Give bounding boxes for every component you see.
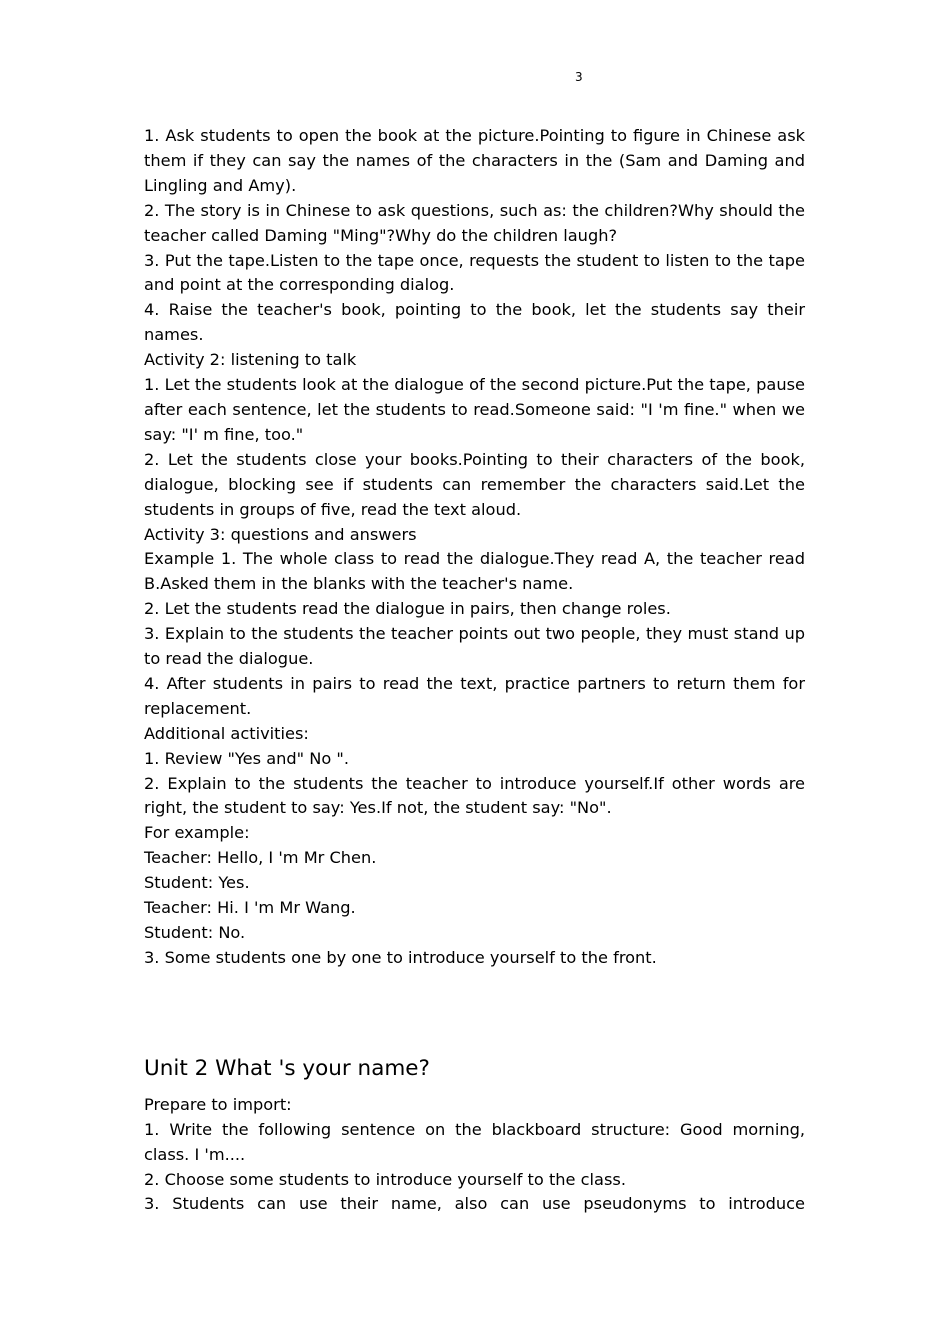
paragraph: 3. Students can use their name, also can use pseudonyms to introduce [144,1194,805,1214]
paragraph: 1. Review "Yes and" No ". [144,748,350,768]
paragraph: 3. Put the tape.Listen to the tape once, requests the student to listen to the tape and point at the corresponding dialog. [144,250,805,295]
dialogue-line: Student: Yes. [144,873,250,893]
dialogue-line: Teacher: Hello, I 'm Mr Chen. [144,848,377,868]
unit-heading: Unit 2 What 's your name? [144,1055,430,1081]
paragraph: 3. Explain to the students the teacher points out two people, they must stand up to read the dialogue. [144,624,805,669]
activity-heading: Activity 2: listening to talk [144,350,357,370]
activity-heading: Additional activities: [144,723,309,743]
dialogue-line: Student: No. [144,923,246,942]
paragraph: Prepare to import: [144,1094,292,1114]
paragraph: 4. After students in pairs to read the text, practice partners to return them for replacement. [144,673,805,718]
paragraph: 1. Ask students to open the book at the picture.Pointing to figure in Chinese ask them if they can say the names of the characters in the (Sam and Daming and Lingling and Amy). [144,126,805,195]
paragraph: 2. Let the students read the dialogue in pairs, then change roles. [144,599,671,619]
page-number: 3 [575,70,583,84]
paragraph: 2. Explain to the students the teacher to introduce yourself.If other words are right, the student to say: Yes.If not, the student say: "No". [144,773,805,818]
paragraph: 2. Choose some students to introduce yourself to the class. [144,1169,626,1189]
activity-heading: Activity 3: questions and answers [144,524,417,544]
paragraph: 1. Let the students look at the dialogue of the second picture.Put the tape, pause after each sentence, let the students to read.Someone said: "I 'm fine." when we say: "I' m fine, too." [144,375,805,444]
paragraph: 1. Write the following sentence on the blackboard structure: Good morning, class. I 'm.... [144,1119,805,1164]
paragraph: For example: [144,823,250,843]
paragraph: 2. The story is in Chinese to ask questions, such as: the children?Why should the teacher called Daming "Ming"?Why do the children laugh? [144,200,805,245]
paragraph: 2. Let the students close your books.Pointing to their characters of the book, dialogue, blocking see if students can remember the characters said.Let the students in groups of five, read the text aloud. [144,449,805,519]
dialogue-line: Teacher: Hi. I 'm Mr Wang. [144,898,356,918]
paragraph: 3. Some students one by one to introduce yourself to the front. [144,947,657,967]
paragraph: Example 1. The whole class to read the dialogue.They read A, the teacher read B.Asked them in the blanks with the teacher's name. [144,549,805,594]
document-body [144,124,805,1217]
paragraph: 4. Raise the teacher's book, pointing to the book, let the students say their names. [144,300,805,345]
